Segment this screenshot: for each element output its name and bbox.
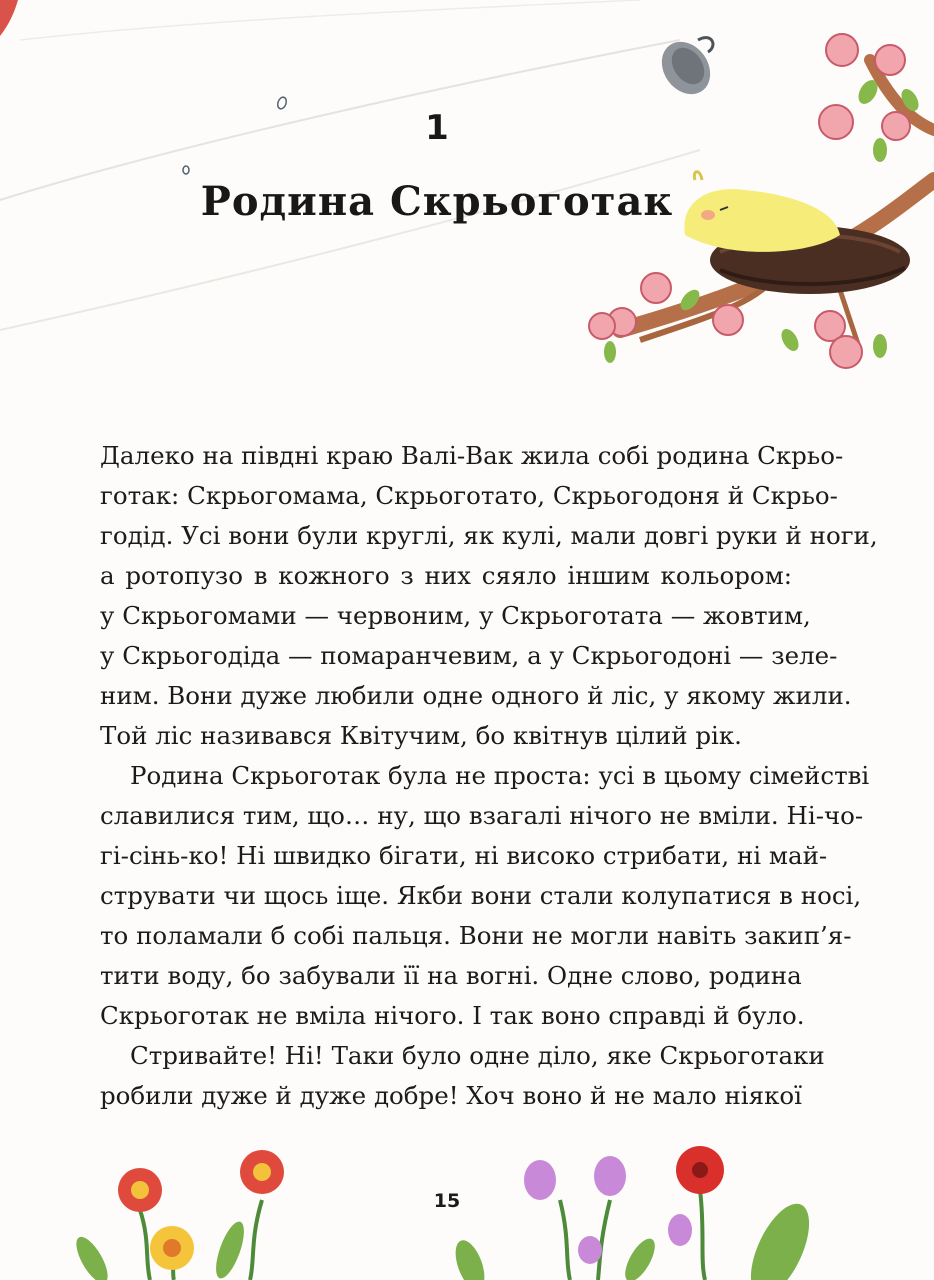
chapter-body-text <box>100 436 878 1116</box>
text-line: славилися тим, що… ну, що взагалі нічого не вміли. Ні-чо- <box>100 801 864 830</box>
corner-decoration <box>0 0 30 40</box>
text-line: готак: Скрьогомама, Скрьоготато, Скрьогодоня й Скрьо- <box>100 481 838 510</box>
text-line: Той ліс називався Квітучим, бо квітнув цілий рік. <box>100 721 742 750</box>
text-line: Скрьоготак не вміла нічого. І так воно справді й було. <box>100 1001 805 1030</box>
chapter-number: 1 <box>425 108 449 148</box>
text-line: гі-сінь-ко! Ні швидко бігати, ні високо стрибати, ні май- <box>100 841 828 870</box>
page-number: 15 <box>433 1190 461 1212</box>
text-line: Далеко на півдні краю Валі-Вак жила собі родина Скрьо- <box>100 441 844 470</box>
text-line: у Скрьогомами — червоним, у Скрьоготата — жовтим, <box>100 601 811 630</box>
text-line: у Скрьогодіда — помаранчевим, а у Скрьогодоні — зеле- <box>100 641 838 670</box>
text-line: струвати чи щось іще. Якби вони стали колупатися в носі, <box>100 881 862 910</box>
text-line: робили дуже й дуже добре! Хоч воно й не мало ніякої <box>100 1081 802 1110</box>
text-line: ним. Вони дуже любили одне одного й ліс, у якому жили. <box>100 681 852 710</box>
chapter-title: Родина Скрьоготак <box>200 178 674 225</box>
text-line: Родина Скрьоготак була не проста: усі в цьому сімействі <box>130 761 870 790</box>
text-line: Стривайте! Ні! Таки було одне діло, яке Скрьоготаки <box>130 1041 825 1070</box>
text-line: тити воду, бо забували її на вогні. Одне слово, родина <box>100 961 802 990</box>
text-line: то поламали б собі пальця. Вони не могли навіть закип’я- <box>100 921 852 950</box>
text-line: годід. Усі вони були круглі, як кулі, мали довгі руки й ноги, <box>100 521 878 550</box>
text-line: а ротопузо в кожного з них сяяло іншим кольором: <box>100 561 792 590</box>
